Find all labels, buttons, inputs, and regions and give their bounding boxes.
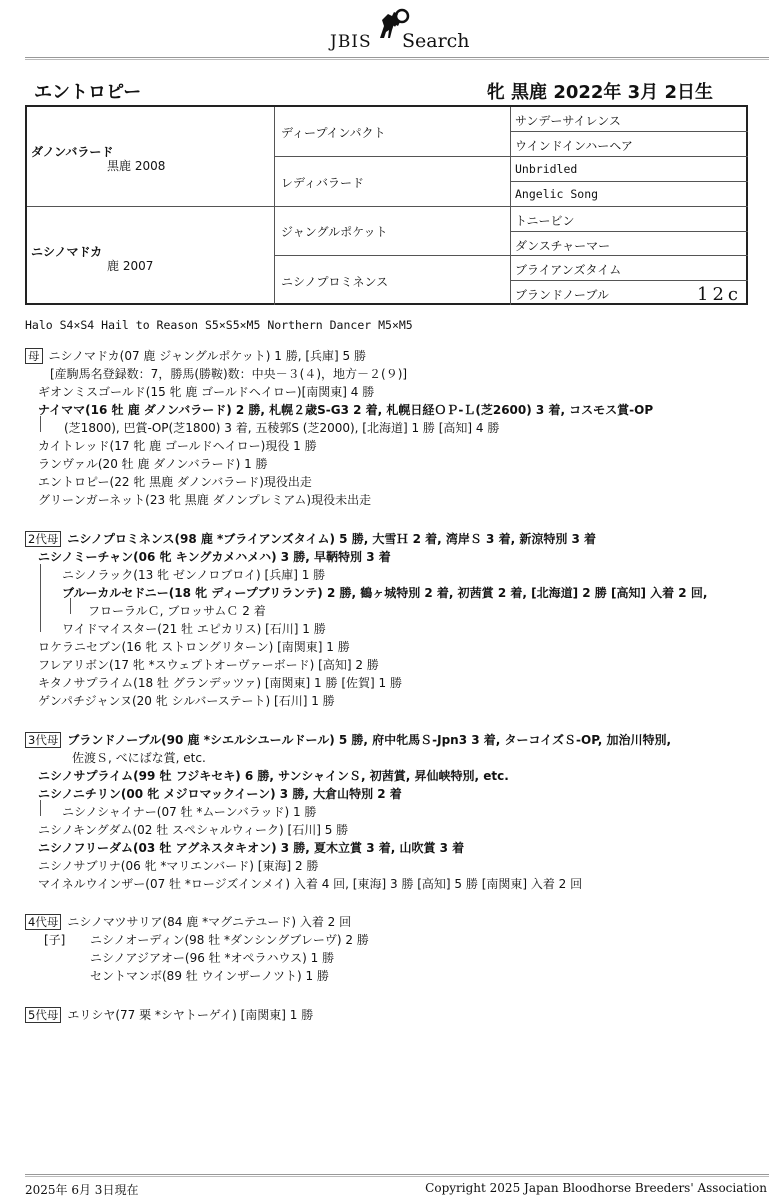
family-number: 12c [697, 284, 742, 305]
gen3-ancestor[interactable]: サンデーサイレンス [515, 114, 621, 128]
gen2-dam-entry[interactable]: ニシノプロミネンス(98 鹿 *ブライアンズタイム) 5 勝, 大雪Ｈ 2 着, 湾岸Ｓ 3 着, 新涼特別 3 着 [67, 532, 597, 546]
as-of-date: 2025年 6月 3日現在 [25, 1183, 139, 1197]
dam-cell [27, 207, 275, 305]
sire-name[interactable]: ダノンバラード [31, 145, 114, 159]
progeny-entry[interactable]: ニシノサブリナ(06 牝 *マリエンバード) [東海] 2 勝 [38, 859, 319, 873]
dam-entry[interactable]: ニシノマドカ(07 鹿 ジャングルポケット) 1 勝, [兵庫] 5 勝 [48, 349, 367, 363]
progeny-entry[interactable]: ギオンミスゴールド(15 牝 鹿 ゴールドヘイロー)[南関東] 4 勝 [38, 385, 375, 399]
gen2-ancestor[interactable]: ジャングルポケット [281, 225, 388, 239]
copyright: Copyright 2025 Japan Bloodhorse Breeders' Association [425, 1181, 767, 1195]
logo-text-search: Search [402, 30, 470, 52]
section-label-dam: 母 [25, 348, 43, 364]
pedigree-divider [275, 255, 510, 256]
progeny-entry[interactable]: ニシノニチリン(00 牝 メジロマックイーン) 3 勝, 大倉山特別 2 着 [38, 787, 402, 801]
gen3-ancestor[interactable]: ブランドノーブル [515, 288, 609, 302]
horse-profile: 牝 黒鹿 2022年 3月 2日生 [486, 82, 713, 103]
progeny-entry[interactable]: ニシノキングダム(02 牡 スペシャルウィーク) [石川] 5 勝 [38, 823, 349, 837]
progeny-entry[interactable]: ランヴァル(20 牡 鹿 ダノンバラード) 1 勝 [38, 457, 268, 471]
gen3-ancestor[interactable]: ダンスチャーマー [515, 239, 611, 253]
section-label-4th-dam: 4代母 [25, 914, 61, 930]
gen4-dam-entry[interactable]: ニシノマツサリア(84 鹿 *マグニテユード) 入着 2 回 [67, 915, 352, 929]
progeny-entry[interactable]: マイネルウインザー(07 牡 *ロージズインメイ) 入着 4 回, [東海] 3 勝 [高知] 5 勝 [南関東] 入着 2 回 [38, 877, 583, 891]
sire-detail: 黒鹿 2008 [107, 159, 166, 173]
grandprogeny-entry[interactable]: ニシノラック(13 牝 ゼンノロブロイ) [兵庫] 1 勝 [62, 568, 326, 582]
gen3-column [511, 107, 748, 305]
gen2-column [275, 107, 511, 305]
gen3-ancestor[interactable]: Unbridled [515, 162, 578, 176]
grandprogeny-entry[interactable] [62, 584, 707, 601]
sire-cell [27, 107, 275, 206]
gen2-ancestor[interactable]: ディープインパクト [281, 126, 386, 140]
progeny-entry[interactable]: セントマンボ(89 牡 ウインザーノツト) 1 勝 [90, 969, 329, 983]
progeny-entry[interactable]: ニシノフリーダム(03 牡 アグネスタキオン) 3 勝, 夏木立賞 3 着, 山吹賞 3 着 [38, 841, 465, 855]
dam-name[interactable]: ニシノマドカ [31, 245, 103, 259]
progeny-entry[interactable]: カイトレッド(17 牝 鹿 ゴールドヘイロー)現役 1 勝 [38, 439, 317, 453]
pedigree-table [25, 105, 748, 305]
progeny-entry[interactable]: ニシノオーディン(98 牡 *ダンシングブレーヴ) 2 勝 [90, 933, 369, 947]
grandprogeny-entry[interactable]: ニシノシャイナー(07 牡 *ムーンバラッド) 1 勝 [62, 805, 317, 819]
progeny-entry-continued: (芝1800), 巴賞-OP(芝1800) 3 着, 五稜郭S (芝2000), [北海道] 1 勝 [高知] 4 勝 [64, 421, 500, 435]
section-label-5th-dam: 5代母 [25, 1007, 61, 1023]
progeny-entry[interactable]: ナイママ(16 牡 鹿 ダノンバラード) 2 勝, 札幌２歳S-G3 2 着, 札幌日経ＯＰ-Ｌ(芝2600) 3 着, コスモス賞-OP [38, 403, 654, 417]
pedigree-divider [511, 181, 748, 182]
progeny-entry[interactable]: ニシノアジアオー(96 牡 *オペラハウス) 1 勝 [90, 951, 335, 965]
progeny-entry[interactable]: グリーンガーネット(23 牝 黒鹿 ダノンプレミアム)現役未出走 [38, 493, 372, 507]
progeny-entry[interactable]: ニシノサプライム(99 牡 フジキセキ) 6 勝, サンシャインＳ, 初茜賞, 昇仙峡特別, etc. [38, 769, 509, 783]
header-divider [25, 57, 769, 60]
section-label-3rd-dam: 3代母 [25, 732, 61, 748]
gen5-dam-line [25, 1006, 313, 1023]
gen3-dam-line [25, 731, 671, 748]
progeny-entry[interactable]: エントロピー(22 牝 黒鹿 ダノンバラード)現役出走 [38, 475, 312, 489]
gen3-dam-entry[interactable]: ブランドノーブル(90 鹿 *シエルシユールドール) 5 勝, 府中牝馬Ｓ-Jpn3 3 着, ターコイズＳ-OP, 加治川特別, [67, 733, 672, 747]
tree-connector [40, 800, 41, 816]
progeny-entry[interactable]: フレアリボン(17 牝 *スウェプトオーヴァーボード) [高知] 2 勝 [38, 658, 379, 672]
gen3-ancestor[interactable]: Angelic Song [515, 187, 599, 201]
progeny-entry[interactable]: ゲンパチジャンヌ(20 牝 シルバーステート) [石川] 1 勝 [38, 694, 335, 708]
child-label: [子] [44, 933, 66, 947]
dam-line [25, 347, 366, 364]
dam-detail: 鹿 2007 [107, 259, 154, 273]
pedigree-divider [511, 156, 748, 157]
grandprogeny-entry-text: ブルーカルセドニー(18 牝 ディープブリランテ) 2 勝, 鶴ヶ城特別 2 着, 初茜賞 2 着, [北海道] 2 勝 [高知] 入着 2 回, [62, 586, 708, 600]
pedigree-divider [511, 280, 748, 281]
horse-name: エントロピー [34, 82, 142, 103]
gen4-dam-line [25, 913, 351, 930]
pedigree-divider [511, 255, 748, 256]
pedigree-divider [511, 231, 748, 232]
inbreeding-info: Halo S4×S4 Hail to Reason S5×S5×M5 Northern Dancer M5×M5 [25, 318, 413, 332]
progeny-summary: [産駒馬名登録数：7，勝馬(勝鞍)数：中央－３(４)，地方－２(９)] [50, 367, 408, 381]
gen3-ancestor[interactable]: ブライアンズタイム [515, 263, 622, 277]
tree-connector [40, 564, 41, 632]
gen2-ancestor[interactable]: ニシノプロミネンス [281, 275, 389, 289]
tree-connector [70, 598, 71, 614]
gen2-dam-line [25, 530, 596, 547]
tree-connector [40, 416, 41, 432]
gen3-ancestor[interactable]: ウインドインハーヘア [515, 139, 633, 153]
progeny-entry[interactable]: ニシノミーチャン(06 牝 キングカメハメハ) 3 勝, 早鞆特別 3 着 [38, 550, 391, 564]
jbis-search-logo[interactable] [328, 8, 468, 54]
gen5-dam-entry[interactable]: エリシヤ(77 栗 *シヤトーゲイ) [南関東] 1 勝 [67, 1008, 314, 1022]
logo-text-jbis: JBIS [330, 32, 372, 52]
pedigree-divider [275, 156, 510, 157]
pedigree-divider [511, 131, 748, 132]
gen2-ancestor[interactable]: レディバラード [281, 176, 365, 190]
grandprogeny-entry-continued: フローラルＣ, ブロッサムＣ 2 着 [88, 604, 266, 618]
section-label-2nd-dam: 2代母 [25, 531, 61, 547]
footer-divider [25, 1174, 769, 1177]
gen3-dam-entry-continued: 佐渡Ｓ, べにばな賞, etc. [72, 751, 206, 765]
progeny-entry[interactable]: ロケラニセブン(16 牝 ストロングリターン) [南関東] 1 勝 [38, 640, 350, 654]
grandprogeny-entry[interactable]: ワイドマイスター(21 牡 エピカリス) [石川] 1 勝 [62, 622, 326, 636]
progeny-entry[interactable]: キタノサプライム(18 牡 グランデッツァ) [南関東] 1 勝 [佐賀] 1 勝 [38, 676, 402, 690]
gen3-ancestor[interactable]: トニービン [515, 214, 575, 228]
